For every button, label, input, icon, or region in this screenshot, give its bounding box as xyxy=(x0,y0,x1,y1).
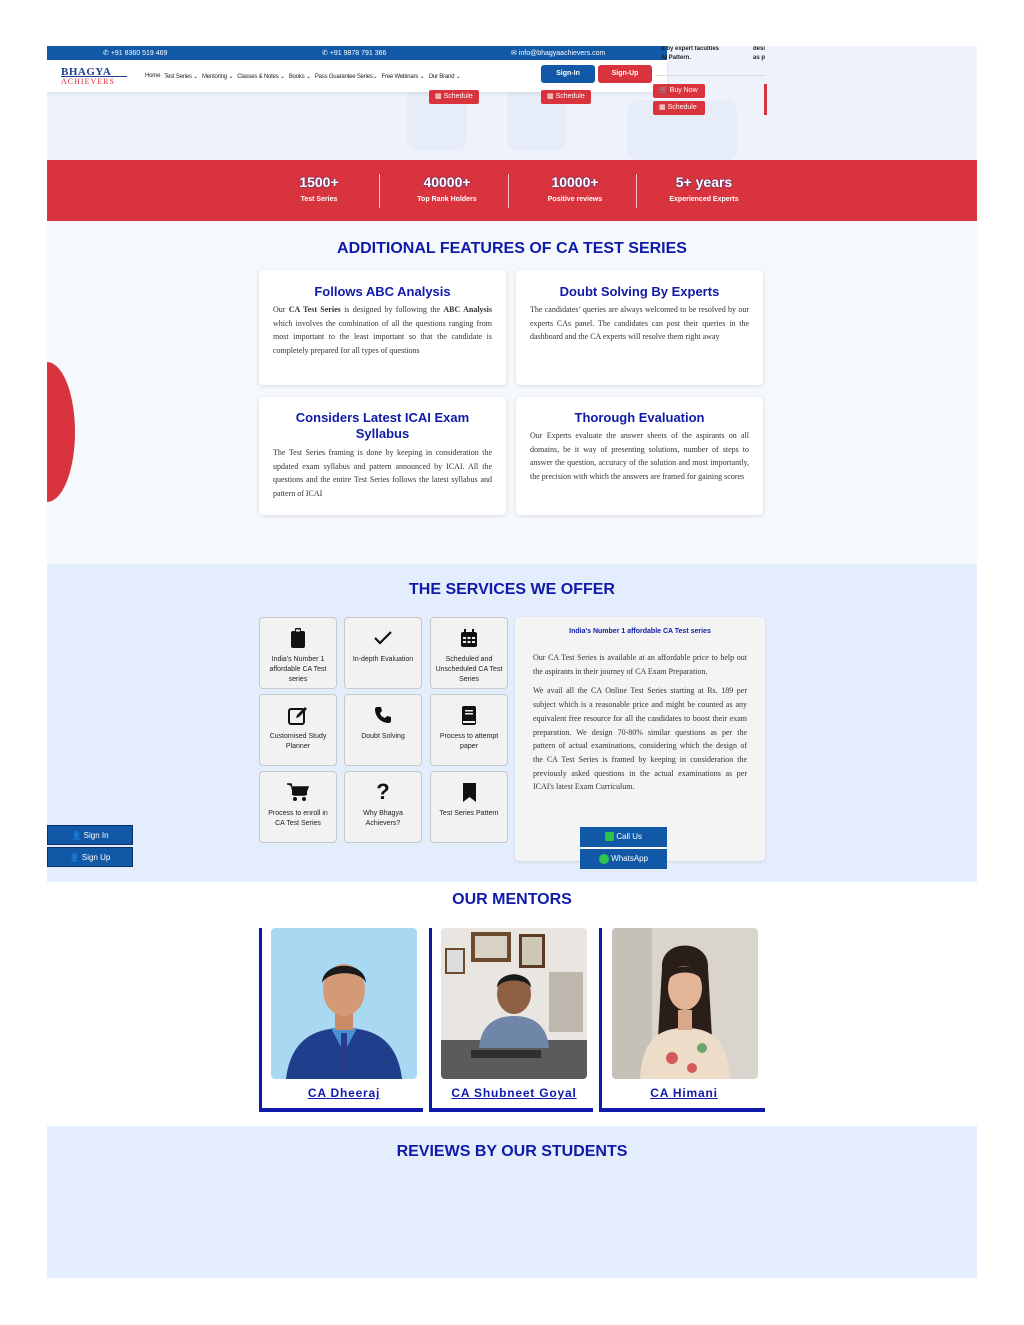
nav-home[interactable]: Home xyxy=(145,73,161,79)
course-card-peek-1: d by expert faculties AI Pattern. xyxy=(661,46,720,61)
mentor-photo xyxy=(441,928,587,1079)
feature-text: The candidates’ queries are always welcomed to be resolved by our experts CAs panel. The candidates can post their queries in the dashboard and the CA experts will resolve them right away xyxy=(530,305,749,341)
divider xyxy=(655,75,765,76)
cart-icon xyxy=(287,783,309,802)
stat-divider xyxy=(379,174,380,208)
check-icon xyxy=(373,630,393,646)
course-card-peek-2: desi as p xyxy=(753,46,766,61)
mentor-name[interactable]: CA Dheeraj xyxy=(307,1086,381,1100)
clipboard-icon xyxy=(290,628,306,648)
service-tile-planner[interactable]: Customised Study Planner xyxy=(259,694,337,766)
stat-experience: 5+ years Experienced Experts xyxy=(669,174,739,203)
feature-card-syllabus xyxy=(259,397,506,515)
stat-reviews: 10000+ Positive reviews xyxy=(547,174,603,203)
nav-our-brand[interactable]: Our Brand ⌄ xyxy=(428,74,461,80)
whatsapp-icon xyxy=(599,854,609,864)
calendar-icon xyxy=(460,629,478,648)
logo-text-top: BHAGYA xyxy=(61,66,112,78)
phone-icon xyxy=(605,832,614,841)
book-icon xyxy=(461,706,477,725)
floating-sign-up-button[interactable]: 👤 Sign Up xyxy=(47,847,133,867)
sign-in-button[interactable]: Sign-In xyxy=(541,65,595,83)
stat-rank-holders: 40000+ Top Rank Holders xyxy=(417,174,477,203)
mentor-photo xyxy=(271,928,417,1079)
stat-divider xyxy=(508,174,509,208)
buy-now-button[interactable]: 🛒 Buy Now xyxy=(653,84,705,98)
mentors-title: OUR MENTORS xyxy=(452,891,572,908)
contact-bar xyxy=(47,46,667,60)
sign-up-button[interactable]: Sign-Up xyxy=(598,65,652,83)
services-section xyxy=(47,564,977,882)
service-info-panel xyxy=(515,617,765,861)
feature-title: Considers Latest ICAI Exam Syllabus xyxy=(295,410,470,441)
mentor-name[interactable]: CA Shubneet Goyal xyxy=(451,1086,577,1100)
navbar xyxy=(47,60,667,92)
features-section xyxy=(47,221,977,564)
service-tile-scheduled[interactable]: Scheduled and Unscheduled CA Test Series xyxy=(430,617,508,689)
service-tile-pattern[interactable]: Test Series Pattern xyxy=(430,771,508,843)
schedule-button-1[interactable]: ▦ Schedule xyxy=(429,90,479,104)
call-us-button[interactable]: Call Us xyxy=(580,827,667,847)
stats-band xyxy=(47,160,977,221)
service-tile-why[interactable]: ? Why Bhagya Achievers? xyxy=(344,771,422,843)
phone-icon xyxy=(374,706,392,724)
service-tile-doubt[interactable]: Doubt Solving xyxy=(344,694,422,766)
mentor-card-dheeraj[interactable] xyxy=(259,928,423,1112)
services-title: THE SERVICES WE OFFER xyxy=(409,581,615,598)
feature-title: Thorough Evaluation xyxy=(574,410,705,425)
logo-text-bottom: ACHIEVERS xyxy=(61,76,127,86)
mentor-photo xyxy=(612,928,758,1079)
schedule-button-3[interactable]: ▦ Schedule xyxy=(653,101,705,115)
service-tile-affordable[interactable]: India's Number 1 affordable CA Test series xyxy=(259,617,337,689)
info-paragraph-1: Our CA Test Series is available at an affordable price to help out the aspirants in their journey of CA Exam Preparation. xyxy=(533,653,747,676)
question-icon: ? xyxy=(376,779,390,804)
mentor-name[interactable]: CA Himani xyxy=(650,1086,718,1100)
service-tile-enroll[interactable]: Process to enroll in CA Test Series xyxy=(259,771,337,843)
email-link[interactable]: ✉ info@bhagyaachievers.com xyxy=(511,50,606,57)
edit-icon xyxy=(288,706,308,725)
main-menu xyxy=(145,73,461,80)
feature-title: Follows ABC Analysis xyxy=(314,284,451,299)
nav-pass-guarantee[interactable]: Pass Guarantee Series⌄ xyxy=(314,74,378,80)
schedule-button-2[interactable]: ▦ Schedule xyxy=(541,90,591,104)
bookmark-icon xyxy=(463,783,476,802)
stat-test-series: 1500+ Test Series xyxy=(299,174,339,203)
stat-divider xyxy=(636,174,637,208)
nav-free-webinars[interactable]: Free Webinars ⌄ xyxy=(381,74,425,80)
nav-books[interactable]: Books ⌄ xyxy=(288,74,311,80)
feature-text: Our Experts evaluate the answer sheets of the aspirants on all domains, be it way of presenting solutions, number of steps to answer the question, accuracy of the solution and most importantly, the precision with which the answers are framed for gaining scores xyxy=(530,431,749,481)
mentor-card-himani[interactable] xyxy=(599,928,765,1112)
page xyxy=(47,46,977,1278)
info-title: India's Number 1 affordable CA Test series xyxy=(569,628,711,635)
floating-sign-in-button[interactable]: 👤 Sign In xyxy=(47,825,133,845)
feature-title: Doubt Solving By Experts xyxy=(559,284,720,299)
feature-text: Our CA Test Series is designed by following the ABC Analysis which involves the combination of all the questions ranging from most important to the least important so that the candidate is completely prepared for all types of questions xyxy=(273,305,492,355)
features-title: ADDITIONAL FEATURES OF CA TEST SERIES xyxy=(337,240,687,257)
service-tile-attempt[interactable]: Process to attempt paper xyxy=(430,694,508,766)
feature-text: The Test Series framing is done by keeping in consideration the updated exam syllabus and pattern announced by ICAI. All the questions and the entire Test Series follows the latest syllabus and pattern of ICAI xyxy=(273,448,492,498)
phone-link-1[interactable]: ✆ +91 8360 519 469 xyxy=(103,50,168,57)
nav-classes-notes[interactable]: Classes & Notes ⌄ xyxy=(237,74,285,80)
info-paragraph-2: We avail all the CA Online Test Series starting at Rs. 189 per subject which is a reasonable price and might be counted as any equivalent free resource for all the candidates to boost their exam preparation. We design 70-80% similar questions as per the pattern of actual examinations, considering which the design of the CA Test Series is framed by keeping in consideration the previously asked questions in the actual examinations as per ICAI's latest Exam Curriculum. xyxy=(533,686,747,792)
nav-test-series[interactable]: Test Series ⌄ xyxy=(164,74,198,80)
nav-mentoring[interactable]: Mentoring ⌄ xyxy=(202,74,234,80)
feature-card-evaluation xyxy=(516,397,763,515)
mentor-card-shubneet[interactable] xyxy=(429,928,593,1112)
whatsapp-button[interactable]: WhatsApp xyxy=(580,849,667,869)
service-tile-evaluation[interactable]: In-depth Evaluation xyxy=(344,617,422,689)
feature-card-abc xyxy=(259,270,506,385)
feature-card-doubt xyxy=(516,270,763,385)
phone-link-2[interactable]: ✆ +91 9878 791 366 xyxy=(322,50,387,57)
card-edge xyxy=(764,84,767,115)
logo[interactable] xyxy=(61,66,127,88)
reviews-title: REVIEWS BY OUR STUDENTS xyxy=(396,1143,628,1160)
